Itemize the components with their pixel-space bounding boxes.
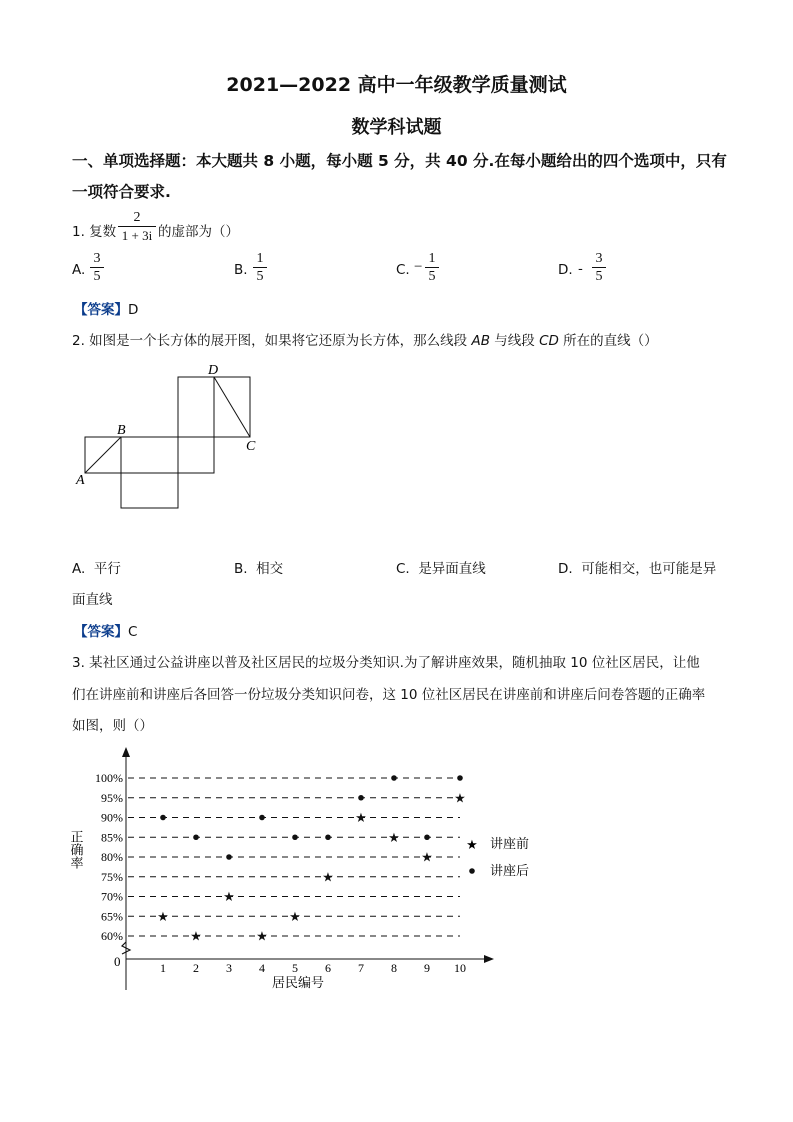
net-face — [121, 437, 178, 473]
q2-option-d — [558, 557, 716, 577]
q1-denominator: 1 + 3i — [121, 228, 153, 243]
option-text: 可能相交，也可能是异 — [581, 561, 717, 577]
section-heading-line2: 一项符合要求. — [72, 183, 171, 201]
point-after-lecture — [424, 834, 430, 840]
origin-label: 0 — [114, 954, 121, 969]
q1-option-c-sign: − — [414, 259, 423, 275]
q1-option-b-den: 5 — [256, 269, 264, 284]
point-before-lecture: ★ — [223, 889, 235, 904]
q1-numerator: 2 — [133, 210, 141, 225]
point-after-lecture — [259, 815, 265, 821]
x-tick-label: 10 — [454, 961, 466, 975]
net-face — [178, 377, 214, 437]
y-tick-label: 75% — [101, 869, 123, 884]
point-after-lecture — [325, 834, 331, 840]
point-after-lecture — [457, 775, 463, 781]
point-before-lecture: ★ — [256, 928, 268, 944]
point-before-lecture: ★ — [454, 790, 466, 806]
x-tick-label: 8 — [391, 961, 397, 975]
legend-label-after: 讲座后 — [490, 863, 530, 878]
point-before-lecture: ★ — [355, 810, 367, 825]
q2-option-b — [234, 557, 283, 577]
x-tick-label: 6 — [325, 961, 331, 975]
x-tick-label: 3 — [226, 961, 232, 975]
q2-option-c — [396, 557, 486, 577]
q2-option-a — [72, 557, 121, 577]
q1-option-a-den: 5 — [93, 269, 101, 284]
q2-stem-part1: 2. 如图是一个长方体的展开图，如果将它还原为长方体，那么线段 — [72, 333, 472, 349]
y-tick-label: 65% — [101, 909, 123, 924]
q2-stem-part3: 所在的直线（） — [558, 333, 658, 349]
q2-segment-cd: CD — [539, 333, 559, 349]
x-tick-label: 2 — [193, 961, 199, 975]
net-face — [178, 437, 214, 473]
option-label: D. — [558, 561, 573, 577]
q2-answer — [74, 620, 137, 640]
x-tick-label: 1 — [160, 961, 166, 975]
point-label-d: D — [208, 363, 219, 378]
answer-value: D — [128, 302, 139, 318]
cuboid-net-diagram — [0, 0, 793, 560]
answer-tag: 【答案】 — [74, 302, 128, 318]
x-axis-title: 居民编号 — [272, 975, 325, 990]
x-axis-arrow — [484, 955, 494, 963]
option-text: 是异面直线 — [418, 561, 486, 577]
q3-line1: 3. 某社区通过公益讲座以普及社区居民的垃圾分类知识.为了解讲座效果，随机抽取 10 位社区居民，让他 — [72, 655, 700, 671]
y-tick-label: 95% — [101, 790, 123, 805]
q3-line2: 们在讲座前和讲座后各回答一份垃圾分类知识问卷，这 10 位社区居民在讲座前和讲座后问卷答题的正确率 — [72, 687, 706, 703]
point-after-lecture — [391, 775, 397, 781]
point-before-lecture: ★ — [289, 908, 301, 924]
q1-option-d-den: 5 — [595, 269, 603, 284]
point-after-lecture — [226, 854, 232, 860]
q1-option-d-label: D. — [558, 262, 573, 278]
net-face — [121, 473, 178, 508]
q1-prefix: 1. 复数 — [72, 224, 117, 240]
x-tick-label: 9 — [424, 961, 430, 975]
option-text: 相交 — [256, 561, 284, 577]
q1-option-b-label: B. — [234, 262, 248, 278]
option-label: A. — [72, 561, 86, 577]
q2-stem-part2: 与线段 — [489, 333, 540, 349]
point-after-lecture — [193, 834, 199, 840]
accuracy-scatter-chart — [0, 740, 793, 1010]
legend-dot-marker — [469, 868, 475, 874]
exam-subtitle: 数学科试题 — [351, 117, 442, 138]
y-tick-label: 90% — [101, 810, 123, 825]
q1-option-c-label: C. — [396, 262, 410, 278]
point-after-lecture — [358, 795, 364, 801]
segment-ab — [85, 437, 121, 473]
exam-title: 2021—2022 高中一年级教学质量测试 — [226, 74, 567, 96]
point-before-lecture: ★ — [388, 829, 400, 845]
point-before-lecture: ★ — [322, 869, 334, 885]
q1-option-c-den: 5 — [428, 269, 436, 284]
x-tick-label: 5 — [292, 961, 298, 975]
q2-segment-ab: AB — [471, 333, 490, 349]
point-before-lecture: ★ — [190, 928, 202, 944]
y-tick-label: 100% — [95, 771, 123, 785]
y-axis-title: 正确率 — [68, 830, 84, 869]
q1-option-d-sign: - — [578, 261, 583, 277]
q1-option-d-num: 3 — [595, 251, 603, 266]
option-text: 平行 — [93, 561, 121, 577]
point-label-c: C — [246, 439, 256, 454]
q1-option-c-num: 1 — [428, 251, 436, 266]
q1-option-b-num: 1 — [256, 251, 264, 266]
q1-suffix: 的虚部为（） — [158, 224, 239, 240]
q1-option-a-num: 3 — [93, 251, 101, 266]
q1-option-a-label: A. — [72, 262, 86, 278]
y-tick-label: 70% — [101, 889, 123, 904]
section-heading-line1: 一、单项选择题：本大题共 8 小题，每小题 5 分，共 40 分.在每小题给出的四个选项中，只有 — [72, 152, 727, 170]
y-tick-label: 85% — [101, 830, 123, 845]
q3-line3: 如图，则（） — [72, 718, 153, 734]
point-before-lecture: ★ — [157, 908, 169, 924]
chart-legend — [466, 836, 529, 878]
y-tick-label: 60% — [101, 929, 123, 943]
x-tick-label: 4 — [259, 961, 265, 975]
q2-option-d-continued: 面直线 — [72, 592, 113, 608]
y-axis-arrow — [122, 747, 130, 757]
segment-cd — [214, 377, 250, 437]
point-label-b: B — [117, 423, 126, 438]
point-before-lecture: ★ — [421, 849, 433, 865]
point-after-lecture — [160, 815, 166, 821]
y-tick-label: 80% — [101, 850, 123, 864]
legend-label-before: 讲座前 — [490, 836, 530, 851]
option-label: C. — [396, 561, 410, 577]
point-after-lecture — [292, 834, 298, 840]
x-tick-label: 7 — [358, 961, 364, 975]
option-label: B. — [234, 561, 248, 577]
answer-tag: 【答案】 — [74, 624, 128, 640]
point-label-a: A — [76, 473, 85, 488]
answer-value: C — [128, 624, 138, 640]
legend-star-marker: ★ — [466, 837, 478, 852]
